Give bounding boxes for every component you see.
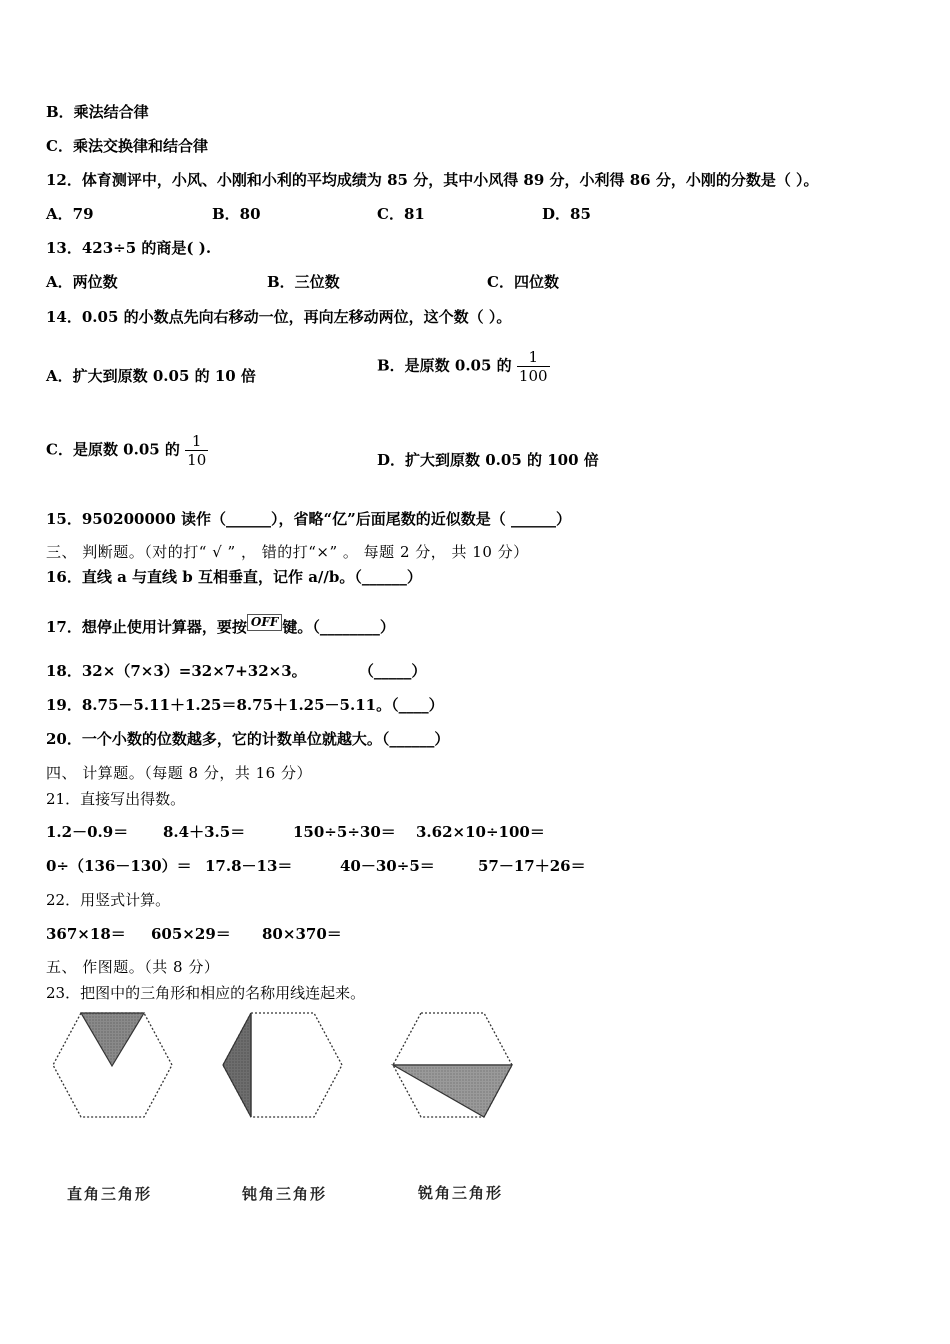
q14-option-b-text: B．是原数 0.05 的	[377, 356, 512, 375]
fraction-numerator: 1	[528, 348, 538, 366]
q22-item: 80×370＝	[262, 925, 342, 943]
hexagon-figure-2	[220, 1010, 345, 1120]
q13-option-b: B．三位数	[267, 273, 340, 291]
q14-option-c	[46, 432, 208, 469]
hexagon-figure-1	[50, 1010, 175, 1120]
q21-item: 40－30÷5＝	[340, 857, 435, 875]
q21-item: 0÷（136－130）＝	[46, 857, 192, 875]
q20-stem: 20．一个小数的位数越多，它的计数单位就越大。（______）	[46, 730, 450, 748]
q13-option-a: A．两位数	[46, 273, 118, 291]
fraction-numerator: 1	[191, 432, 202, 450]
acute-triangle-shape	[81, 1013, 144, 1066]
q18-stem: 18．32×（7×3）=32×7+32×3。 （_____）	[46, 662, 427, 680]
q21-item: 8.4＋3.5＝	[163, 823, 246, 841]
hexagon-figure-3	[390, 1010, 515, 1120]
q14-option-d: D．扩大到原数 0.05 的 100 倍	[377, 451, 599, 469]
q22-stem: 22．用竖式计算。	[46, 891, 171, 909]
q11-option-c: C．乘法交换律和结合律	[46, 137, 208, 155]
q17-prefix: 17．想停止使用计算器，要按	[46, 618, 247, 636]
q22-item: 367×18＝	[46, 925, 126, 943]
off-key-icon: OFF	[247, 614, 283, 631]
q14-option-a: A．扩大到原数 0.05 的 10 倍	[46, 367, 256, 385]
caption-right-triangle: 直角三角形	[67, 1185, 153, 1203]
section-3-heading: 三、 判断题。（对的打“ √ ” ， 错的打“×” 。 每题 2 分， 共 10 分）	[46, 543, 529, 561]
q12-option-b: B．80	[212, 205, 261, 223]
q14-stem: 14．0.05 的小数点先向右移动一位，再向左移动两位，这个数（ ）。	[46, 308, 512, 326]
q11-option-b: B．乘法结合律	[46, 103, 149, 121]
fraction-denominator: 10	[187, 451, 207, 469]
q21-item: 1.2－0.9＝	[46, 823, 129, 841]
q17-stem	[46, 614, 395, 637]
caption-obtuse-triangle: 钝角三角形	[242, 1185, 328, 1203]
q12-option-c: C．81	[377, 205, 425, 223]
q21-item: 17.8－13＝	[205, 857, 293, 875]
obtuse-triangle-shape	[223, 1013, 251, 1117]
q15-stem: 15．950200000 读作（______），省略“亿”后面尾数的近似数是（ ______）	[46, 510, 572, 528]
q14-option-b	[377, 348, 550, 385]
section-5-heading: 五、 作图题。（共 8 分）	[46, 958, 220, 976]
q17-suffix: 键。（________）	[282, 618, 395, 636]
caption-acute-triangle: 锐角三角形	[418, 1184, 504, 1202]
fraction-one-tenth	[185, 432, 208, 469]
q12-option-d: D．85	[542, 205, 591, 223]
q13-stem: 13．423÷5 的商是( ).	[46, 239, 212, 257]
q14-option-c-text: C．是原数 0.05 的	[46, 440, 180, 459]
q21-item: 3.62×10÷100＝	[416, 823, 545, 841]
q12-stem: 12．体育测评中，小风、小刚和小利的平均成绩为 85 分，其中小风得 89 分，小利得 86 分，小刚的分数是（ ）。	[46, 171, 819, 189]
q16-stem: 16．直线 a 与直线 b 互相垂直，记作 a//b。（______）	[46, 568, 422, 586]
q21-stem: 21．直接写出得数。	[46, 790, 186, 808]
q21-item: 57－17＋26＝	[478, 857, 586, 875]
q12-option-a: A．79	[46, 205, 94, 223]
fraction-denominator: 100	[518, 367, 548, 385]
q21-item: 150÷5÷30＝	[293, 823, 396, 841]
q23-stem: 23．把图中的三角形和相应的名称用线连起来。	[46, 984, 366, 1002]
fraction-one-hundredth	[517, 348, 550, 385]
q13-option-c: C．四位数	[487, 273, 559, 291]
section-4-heading: 四、 计算题。（每题 8 分，共 16 分）	[46, 764, 312, 782]
q19-stem: 19．8.75－5.11＋1.25＝8.75＋1.25－5.11。（____）	[46, 696, 444, 714]
right-triangle-shape	[393, 1065, 512, 1117]
q22-item: 605×29＝	[151, 925, 231, 943]
